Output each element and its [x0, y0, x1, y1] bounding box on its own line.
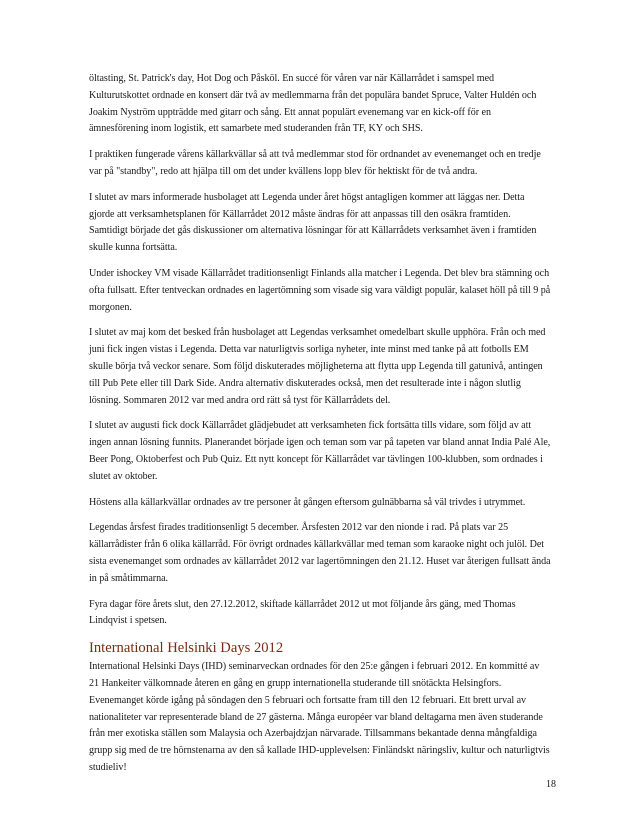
paragraph-march-news: I slutet av mars informerade husbolaget att Legenda under året högst antagligen kommer att läggas ner. Detta gjorde att verksamhetsplanen för Källarrådet 2012 måste ändras för att anpassas till den osäkra framtiden. Samtidigt började det gås diskussioner om alternativa lösningar för att Källarrådets verksamhet även i framtiden skulle kunna fortsätta.	[89, 191, 537, 254]
paragraph-autumn-evenings: Höstens alla källarkvällar ordnades av tre personer åt gången eftersom gulnäbbarna så väl trivdes i utrymmet.	[89, 496, 526, 508]
paragraph-pub-events: öltasting, St. Patrick's day, Hot Dog och Påsköl. En succé för våren var när Källarrådet i samspel med Kulturutskottet ordnade en konsert där två av medlemmarna från det populära bandet Spruce, Valter Huldén och Joakim Nyström uppträdde med gitarr och sång. Ett annat populärt evenemang var en kick-off för en ämnesförening inom logistik, ett samarbete med studeranden från TF, KY och SHS.	[89, 73, 537, 135]
paragraph-ihd: International Helsinki Days (IHD) seminarveckan ordnades för den 25:e gången i februari 2012. En kommitté av 21 Hankeiter välkomnade återen en gång en grupp internationella studerande till snötäckta Helsingfors. Evenemanget körde igång på söndagen den 5 februari och fortsatte fram till den 12 februari. Ett brett urval av nationaliteter var representerade bland de 27 gästerna. Många européer var bland deltagarna men även studerande från mer exotiska ställen som Malaysia och Azerbajdzjan närvarade. Tillsammans bekantade denna mångfaldiga grupp sig med de tre hörnstenarna av den så kallade IHD-upplevelsen: Finländskt näringsliv, kultur och naturligtvis studieliv!	[89, 661, 550, 773]
page-body	[89, 71, 551, 786]
paragraph-august-restart: I slutet av augusti fick dock Källarrådet glädjebudet att verksamheten fick fortsätta tills vidare, som följd av att ingen annan lösning funnits. Planerandet började igen och teman som var på tapeten var bland annat India Palé Ale, Beer Pong, Oktoberfest och Pub Quiz. Ett nytt koncept för Källarrådet var tävlingen 100-klubben, som ordnades i slutet av oktober.	[89, 420, 551, 482]
paragraph-may-closure: I slutet av maj kom det besked från husbolaget att Legendas verksamhet omedelbart skulle upphöra. Från och med juni fick ingen vistas i Legenda. Detta var naturligtvis sorliga nyheter, inte minst med tanke på att fotbolls EM skulle börja två veckor senare. Som följd diskuterades möjligheterna att flytta upp Legenda till gatunivå, antingen till Pub Pete eller till Dark Side. Andra alternativ diskuterades också, men det resulterade inte i någon slutlig lösning. Sommaren 2012 var med andra ord rätt så tyst för Källarrådets del.	[89, 327, 546, 406]
paragraph-standby: I praktiken fungerade vårens källarkvällar så att två medlemmar stod för ordnandet av evenemanget och en tredje var på "standby", redo att hjälpa till om det under kvällens lopp blev för hektiskt för de två andra.	[89, 149, 541, 177]
paragraph-handover: Fyra dagar före årets slut, den 27.12.2012, skiftade källarrådet 2012 ut mot följande års gäng, med Thomas Lindqvist i spetsen.	[89, 598, 516, 627]
paragraph-hockey-wc: Under ishockey VM visade Källarrådet traditionsenligt Finlands alla matcher i Legenda. Det blev bra stämning och ofta fullsatt. Efter tentveckan ordnades en lagertömning som visade sig vara väldigt populär, kalaset höll på till 9 på morgonen.	[89, 267, 551, 313]
page-number: 18	[546, 779, 556, 790]
paragraph-anniversary: Legendas årsfest firades traditionsenligt 5 december. Årsfesten 2012 var den nionde i rad. På plats var 25 källarrådister från 6 olika källarråd. För övrigt ordnades källarkvällar med teman som karaoke night och julöl. Det sista evenemanget som ordnades av källarrådet 2012 var lagertömningen den 21.12. Huset var återigen fullsatt ända in på småtimmarna.	[89, 522, 551, 584]
section-heading-ihd: International Helsinki Days 2012	[89, 640, 284, 657]
